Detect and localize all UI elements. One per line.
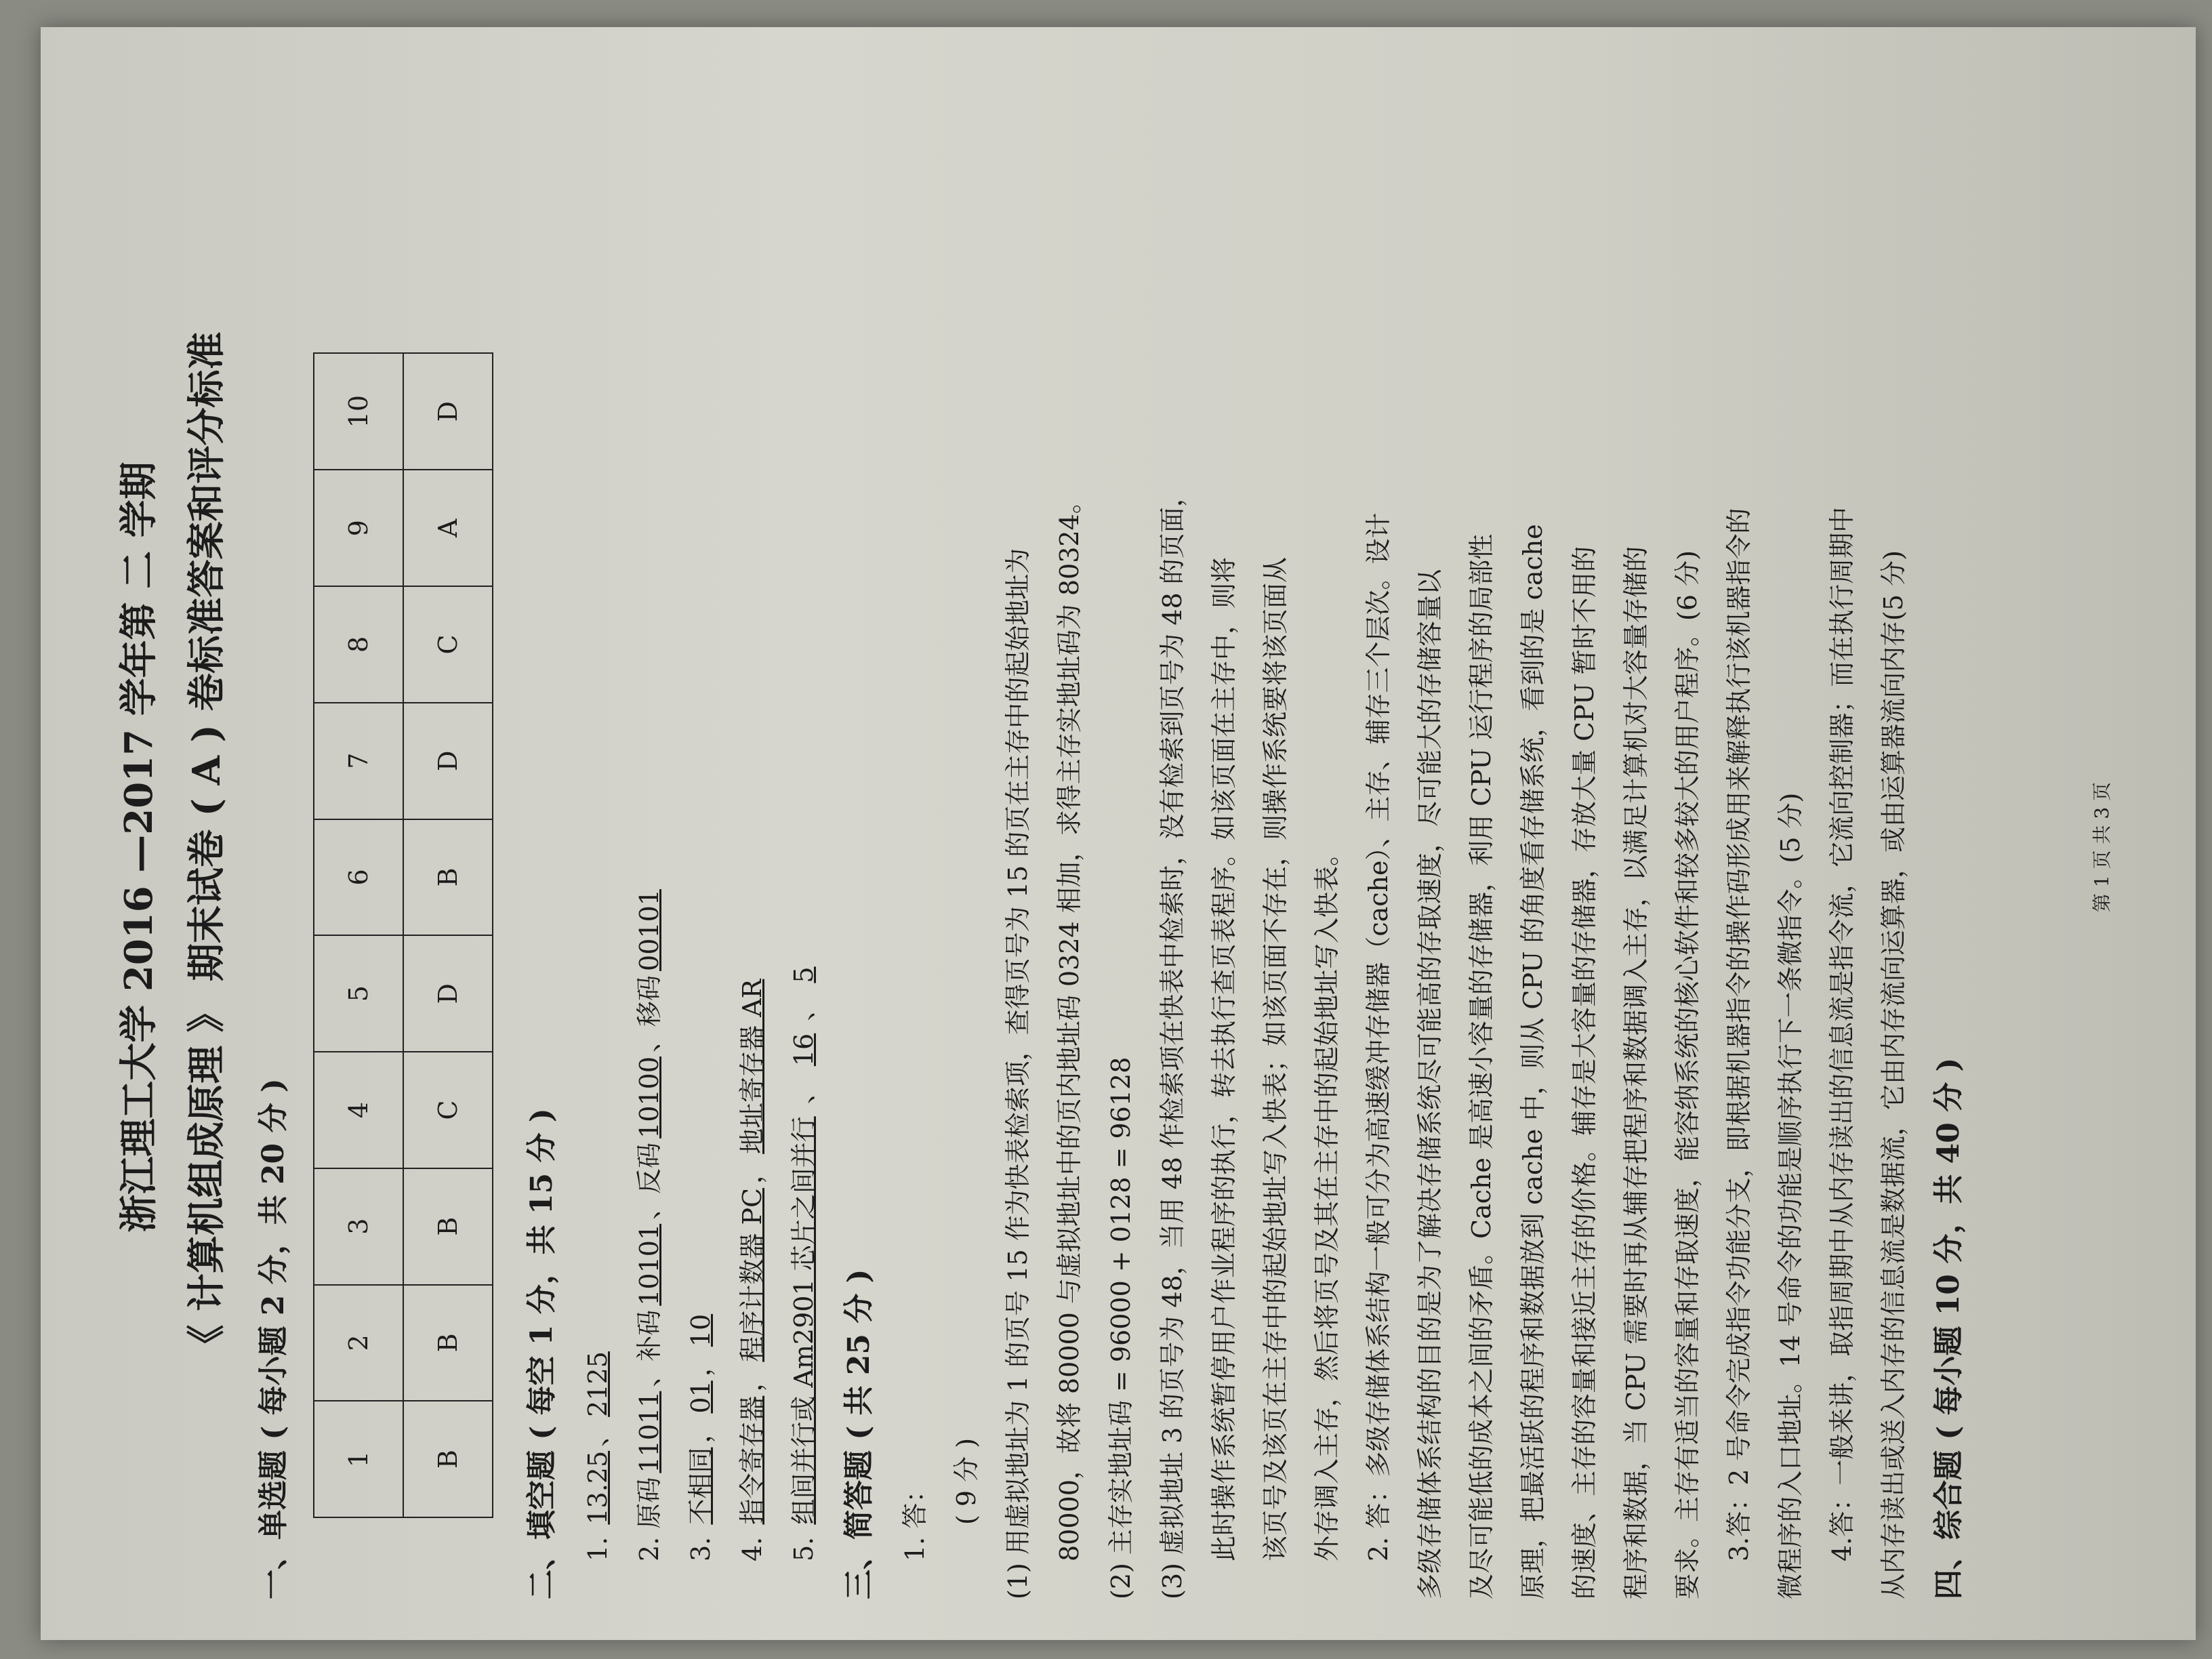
answer2-text: 2. 答：多级存储体系结构一般可分为高速缓冲存储器（cache）、主存、辅存三个层次。设计: [1364, 512, 1393, 1561]
fill-text: 、移码: [634, 975, 664, 1052]
fill-blank: 16: [789, 1033, 819, 1067]
answer3-text: 3.答：2 号命令完成指令功能分支，即根据机器指令的操作码形成用来解释执行该机器指令的: [1724, 508, 1754, 1561]
fill-blank: 程序计数器 PC: [737, 1187, 767, 1362]
fill-answer-2: [623, 95, 675, 1599]
answer-cell: D: [403, 935, 493, 1052]
answer1-score: ( 9 分 ): [951, 1437, 981, 1525]
answer-page: [108, 68, 2142, 1626]
fill-answer-1: [572, 95, 623, 1599]
question-number-cell: 5: [314, 935, 403, 1052]
fill-text: 、反码: [634, 1142, 664, 1220]
answer2-text: 原理，把最活跃的程序和数据放到 cache 中，则从 CPU 的角度看存储系统，看到的是 cache: [1518, 524, 1548, 1599]
question-number-cell: 1: [314, 1401, 403, 1517]
answer4-text: 从内存读出或送入内存的信息流是数据流，它由内存流向运算器，或由运算器流向内存(5 分): [1879, 550, 1908, 1599]
fill-blank: 10101: [634, 1223, 664, 1306]
answer-cell: C: [403, 1052, 493, 1168]
fill-separator: 、: [583, 1420, 613, 1447]
answer2-text: 的速度、主存的容量和接近主存的价格。辅存是大容量的存储器，存放大量 CPU 暂时不用的: [1570, 546, 1599, 1599]
fill-blank: 5: [789, 966, 819, 983]
fill-blank: 13.25: [583, 1450, 613, 1525]
question-number-cell: 3: [314, 1168, 403, 1285]
answer1-text: 80000，故将 80000 与虚拟地址中的页内地址码 0324 相加，求得主存实地址码为 80324。: [1054, 488, 1084, 1561]
fill-blank: 00101: [634, 889, 664, 971]
answer1-text: 外存调入主存，然后将页号及其在主存中的起始地址写入快表。: [1312, 840, 1342, 1561]
answer-table: [313, 352, 493, 1518]
answer1-text: 该页号及该页在主存中的起始地址写入快表；如该页面不存在，则操作系统要将该页面从: [1261, 556, 1290, 1561]
question-number-cell: 8: [314, 586, 403, 703]
fill-blank: 不相同: [686, 1447, 716, 1525]
fill-answer-3: 3. 不相同，01，10: [675, 95, 726, 1599]
question-number-cell: 7: [314, 703, 403, 819]
fill-blank: 组间并行或 Am2901 芯片之间并行: [789, 1116, 819, 1525]
answer1-text: (3) 虚拟地址 3 的页号为 48，当用 48 作检索项在快表中检索时，没有检索到页号为 48 的页面，: [1158, 481, 1187, 1599]
fill-number: 2. 原码: [634, 1477, 664, 1561]
fill-blank: 10: [686, 1313, 716, 1347]
fill-blank: 2125: [583, 1351, 613, 1417]
answer-cell: B: [403, 1168, 493, 1285]
answer-cell: D: [403, 353, 493, 470]
section2-heading: 二、填空题 ( 每空 1 分，共 15 分 ): [525, 1108, 559, 1599]
fill-answer-4: 4. 指令寄存器，程序计数器 PC，地址寄存器 AR: [726, 95, 778, 1599]
answer1-text: (1) 用虚拟地址为 1 的页号 15 作为快表检索项，查得页号为 15 的页在主存中的起始地址为: [1003, 548, 1033, 1599]
fill-blank: 指令寄存器: [737, 1395, 767, 1525]
fill-number: 3.: [686, 1536, 716, 1561]
answer2-text: 程序和数据，当 CPU 需要时再从辅存把程序和数据调入主存，以满足计算机对大容量存储的: [1621, 546, 1651, 1599]
exam-title: 浙江理工大学 2016 —2017 学年第 二 学期: [117, 462, 161, 1233]
answer-cell: C: [403, 586, 493, 703]
question-number-cell: 4: [314, 1052, 403, 1168]
fill-blank: 地址寄存器 AR: [737, 979, 767, 1154]
question-number-cell: 6: [314, 819, 403, 936]
exam-subtitle: 《 计算机组成原理 》 期末试卷 ( A ) 卷标准答案和评分标准: [184, 331, 229, 1363]
section1-heading: 一、单选题 ( 每小题 2 分，共 20 分 ): [256, 1078, 291, 1599]
answer-cell: B: [403, 819, 493, 936]
fill-blank: 01: [686, 1380, 716, 1414]
fill-number: 1.: [583, 1536, 613, 1561]
answer1-label: 1. 答：: [900, 1477, 930, 1561]
question-number-cell: 2: [314, 1285, 403, 1401]
answer-cell: A: [403, 470, 493, 586]
answer2-text: 多级存储体系结构的目的是为了解决存储系统尽可能高的存取速度，尽可能大的存储容量以: [1415, 569, 1445, 1599]
answer1-text: 此时操作系统暂停用户作业程序的执行，转去执行查页表程序。如该页面在主存中，则将: [1209, 556, 1239, 1561]
answer-cell: B: [403, 1401, 493, 1517]
section3-heading: 三、简答题 ( 共 25 分 ): [842, 1269, 876, 1599]
answer-cell: B: [403, 1285, 493, 1401]
answer1-text: (2) 主存实地址码 = 96000 + 0128 = 96128: [1106, 1057, 1136, 1599]
answer4-text: 4.答：一般来讲，取指周期中从内存读出的信息流是指令流，它流向控制器；而在执行周期中: [1827, 506, 1857, 1561]
section4-heading: 四、综合题 ( 每小题 10 分，共 40 分 ): [1931, 1057, 1966, 1599]
fill-blank: 11011: [634, 1391, 664, 1473]
fill-text: 、补码: [634, 1309, 664, 1387]
fill-number: 4.: [737, 1536, 767, 1561]
page-number: 第 1 页 共 3 页: [2091, 781, 2113, 913]
question-number-cell: 9: [314, 470, 403, 586]
answer-table-answers-row: [403, 353, 493, 1517]
fill-answer-5: 5. 组间并行或 Am2901 芯片之间并行 、 16 、 5: [778, 95, 830, 1599]
answer2-text: 及尽可能低的成本之间的矛盾。Cache 是高速小容量的存储器，利用 CPU 运行程序的局部性: [1467, 533, 1496, 1599]
answer-table-numbers-row: [314, 353, 403, 1517]
answer-cell: D: [403, 703, 493, 819]
question-number-cell: 10: [314, 353, 403, 470]
answer3-text: 微程序的入口地址。14 号命令的功能是顺序执行下一条微指令。(5 分): [1776, 792, 1805, 1599]
fill-number: 5.: [789, 1536, 819, 1561]
fill-blank: 10100: [634, 1056, 664, 1139]
answer2-text: 要求。主存有适当的容量和存取速度，能容纳系统的核心软件和较多较大的用户程序。(6 分): [1673, 550, 1702, 1599]
exam-sheet: [41, 27, 2196, 1640]
